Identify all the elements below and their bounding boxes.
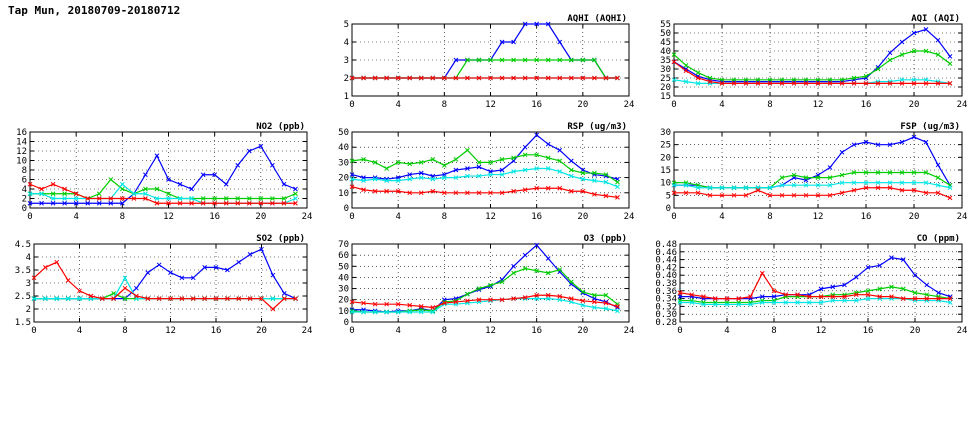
- svg-text:16: 16: [531, 100, 543, 110]
- svg-text:20: 20: [908, 100, 920, 110]
- svg-text:0.42: 0.42: [655, 263, 677, 274]
- svg-text:55: 55: [660, 20, 671, 30]
- svg-text:60: 60: [338, 251, 349, 262]
- svg-text:AQI (AQI): AQI (AQI): [911, 14, 960, 24]
- svg-text:4.5: 4.5: [14, 240, 31, 250]
- svg-text:12: 12: [812, 212, 824, 222]
- svg-text:0: 0: [665, 204, 671, 214]
- svg-text:0.48: 0.48: [655, 240, 677, 250]
- svg-text:4: 4: [343, 38, 349, 48]
- svg-text:10: 10: [338, 188, 349, 199]
- svg-text:O3 (ppb): O3 (ppb): [583, 234, 627, 244]
- svg-text:12: 12: [815, 326, 827, 336]
- svg-text:15: 15: [660, 92, 671, 102]
- svg-text:12: 12: [16, 147, 27, 157]
- svg-text:2: 2: [21, 194, 27, 205]
- svg-text:0: 0: [349, 326, 355, 336]
- svg-text:30: 30: [338, 284, 349, 295]
- svg-text:16: 16: [16, 128, 27, 138]
- svg-text:15: 15: [660, 166, 671, 176]
- svg-text:8: 8: [122, 326, 128, 336]
- svg-text:12: 12: [165, 326, 176, 336]
- svg-text:16: 16: [531, 212, 543, 222]
- svg-text:24: 24: [956, 212, 968, 222]
- svg-text:4: 4: [73, 212, 79, 222]
- svg-text:0: 0: [349, 212, 355, 222]
- svg-text:30: 30: [660, 128, 671, 138]
- svg-text:0: 0: [671, 212, 677, 222]
- svg-text:20: 20: [660, 83, 671, 93]
- svg-text:20: 20: [577, 212, 589, 222]
- svg-text:20: 20: [256, 326, 267, 336]
- svg-text:16: 16: [860, 100, 872, 110]
- svg-text:0: 0: [21, 204, 27, 214]
- svg-text:40: 40: [660, 47, 671, 57]
- svg-text:0.30: 0.30: [655, 310, 677, 321]
- svg-text:5: 5: [343, 20, 349, 30]
- svg-text:30: 30: [338, 158, 349, 169]
- svg-text:10: 10: [338, 306, 349, 317]
- svg-text:14: 14: [16, 137, 27, 148]
- chart-co: [650, 232, 968, 338]
- svg-text:0: 0: [349, 100, 355, 110]
- svg-text:0.32: 0.32: [655, 302, 677, 313]
- svg-text:0: 0: [677, 326, 683, 336]
- svg-text:AQHI (AQHI): AQHI (AQHI): [567, 14, 627, 24]
- svg-text:CO (ppm): CO (ppm): [916, 234, 960, 244]
- svg-text:RSP (ug/m3): RSP (ug/m3): [567, 122, 627, 132]
- svg-text:10: 10: [660, 178, 671, 189]
- svg-text:4: 4: [395, 100, 401, 110]
- svg-text:8: 8: [441, 212, 448, 222]
- svg-text:8: 8: [441, 326, 448, 336]
- svg-text:12: 12: [812, 100, 824, 110]
- svg-text:4: 4: [719, 212, 725, 222]
- svg-text:40: 40: [338, 273, 349, 284]
- svg-text:0.40: 0.40: [655, 271, 677, 282]
- svg-text:16: 16: [862, 326, 874, 336]
- svg-text:0.28: 0.28: [655, 318, 677, 328]
- svg-text:40: 40: [338, 143, 349, 154]
- svg-text:8: 8: [441, 100, 448, 110]
- svg-text:16: 16: [209, 212, 221, 222]
- svg-text:24: 24: [623, 100, 635, 110]
- svg-text:12: 12: [485, 212, 496, 222]
- svg-text:24: 24: [301, 212, 313, 222]
- svg-text:NO2 (ppb): NO2 (ppb): [256, 122, 305, 132]
- svg-text:0.34: 0.34: [655, 294, 677, 305]
- svg-text:2: 2: [25, 305, 31, 315]
- svg-text:8: 8: [119, 212, 126, 222]
- svg-text:20: 20: [660, 153, 671, 164]
- svg-text:0: 0: [343, 318, 349, 328]
- svg-text:50: 50: [338, 262, 349, 273]
- chart-rsp: [330, 120, 635, 224]
- svg-text:50: 50: [660, 29, 671, 39]
- svg-text:35: 35: [660, 56, 671, 66]
- svg-text:10: 10: [16, 156, 27, 167]
- svg-text:24: 24: [956, 326, 968, 336]
- svg-text:2.5: 2.5: [14, 292, 31, 302]
- svg-text:12: 12: [163, 212, 174, 222]
- chart-fsp: [650, 120, 968, 224]
- svg-text:5: 5: [665, 191, 671, 202]
- svg-text:8: 8: [767, 212, 773, 222]
- svg-text:20: 20: [338, 295, 349, 306]
- svg-text:20: 20: [338, 173, 349, 184]
- svg-text:3: 3: [25, 279, 31, 289]
- svg-text:24: 24: [623, 212, 635, 222]
- svg-text:1: 1: [343, 92, 349, 102]
- svg-text:25: 25: [660, 140, 671, 151]
- svg-text:12: 12: [485, 326, 496, 336]
- svg-text:0: 0: [27, 212, 33, 222]
- svg-text:0.38: 0.38: [655, 279, 677, 289]
- chart-aqhi: [330, 12, 635, 112]
- svg-text:0.36: 0.36: [655, 286, 677, 297]
- svg-text:30: 30: [660, 65, 671, 75]
- svg-text:24: 24: [623, 326, 635, 336]
- svg-text:45: 45: [660, 38, 671, 48]
- svg-text:3: 3: [343, 56, 349, 66]
- svg-text:3.5: 3.5: [14, 266, 31, 276]
- svg-text:0: 0: [31, 326, 37, 336]
- svg-text:20: 20: [577, 326, 589, 336]
- svg-text:0.44: 0.44: [655, 255, 677, 266]
- svg-text:4: 4: [395, 212, 401, 222]
- svg-text:20: 20: [255, 212, 267, 222]
- svg-text:16: 16: [210, 326, 222, 336]
- svg-text:4: 4: [719, 100, 725, 110]
- chart-aqi: [650, 12, 968, 112]
- svg-text:8: 8: [771, 326, 777, 336]
- svg-text:0: 0: [671, 100, 677, 110]
- svg-text:1.5: 1.5: [14, 318, 31, 328]
- chart-no2: [8, 120, 313, 224]
- svg-text:4: 4: [724, 326, 730, 336]
- svg-text:20: 20: [909, 326, 921, 336]
- svg-text:FSP (ug/m3): FSP (ug/m3): [900, 122, 960, 132]
- svg-text:8: 8: [21, 166, 27, 176]
- svg-text:4: 4: [76, 326, 83, 336]
- svg-text:24: 24: [956, 100, 968, 110]
- svg-text:50: 50: [338, 128, 349, 138]
- page-title: Tap Mun, 20180709-20180712: [8, 4, 181, 17]
- chart-o3: [330, 232, 635, 338]
- svg-text:4: 4: [21, 185, 27, 195]
- svg-text:16: 16: [531, 326, 543, 336]
- svg-text:2: 2: [343, 74, 349, 84]
- svg-text:16: 16: [860, 212, 872, 222]
- svg-text:12: 12: [485, 100, 496, 110]
- svg-text:SO2 (ppb): SO2 (ppb): [256, 234, 305, 244]
- svg-text:70: 70: [338, 240, 349, 250]
- svg-text:4: 4: [25, 253, 31, 263]
- svg-text:0: 0: [343, 204, 349, 214]
- svg-text:20: 20: [577, 100, 589, 110]
- svg-text:25: 25: [660, 74, 671, 84]
- chart-so2: [8, 232, 313, 338]
- svg-text:4: 4: [395, 326, 401, 336]
- svg-text:20: 20: [908, 212, 920, 222]
- svg-text:6: 6: [21, 175, 27, 186]
- svg-text:24: 24: [301, 326, 313, 336]
- svg-text:8: 8: [767, 100, 773, 110]
- svg-text:0.46: 0.46: [655, 247, 677, 258]
